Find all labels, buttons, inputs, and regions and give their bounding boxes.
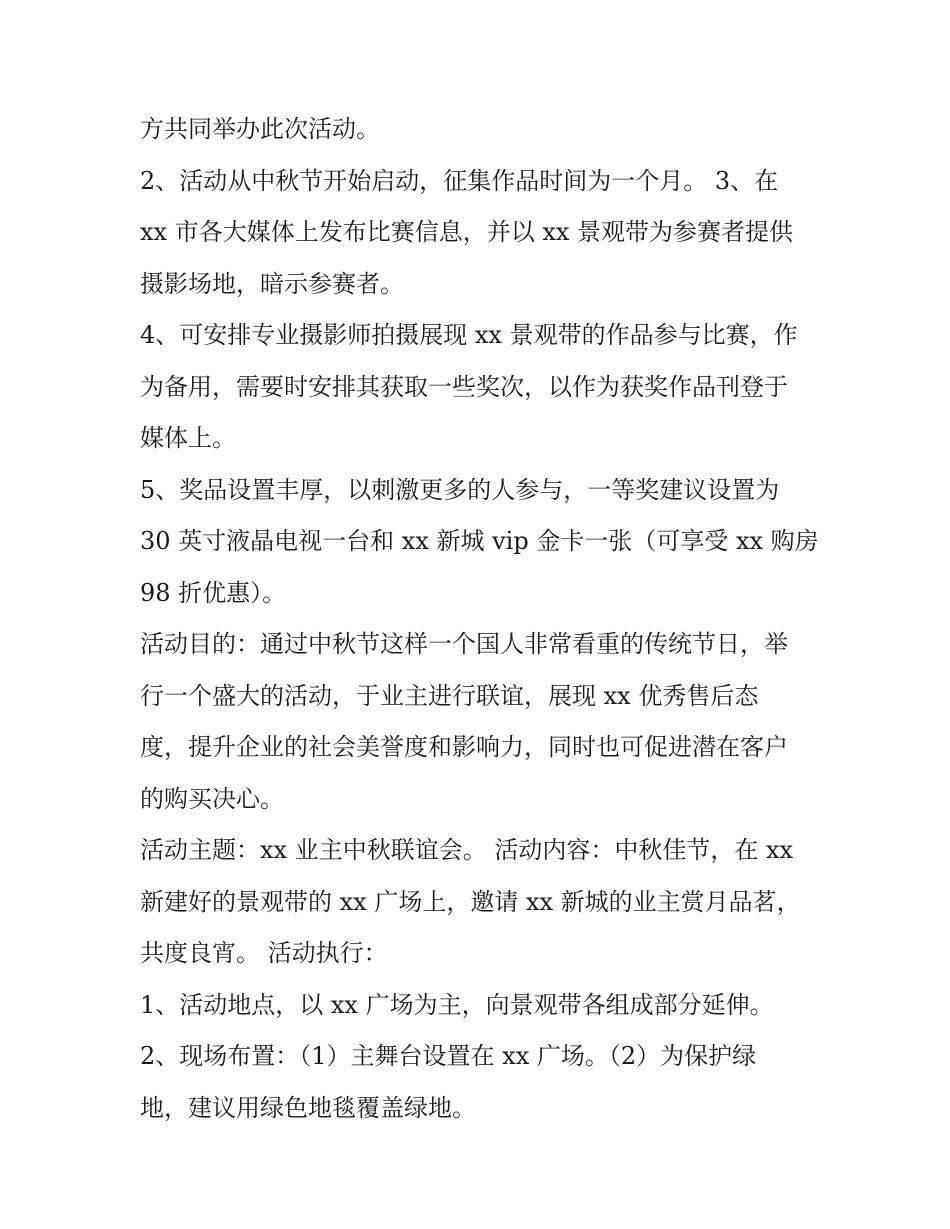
text-line: 2、活动从中秋节开始启动，征集作品时间为一个月。 3、在 xyxy=(140,166,779,195)
text-line: xx 市各大媒体上发布比赛信息，并以 xx 景观带为参赛者提供 xyxy=(140,218,794,246)
text-line: 2、现场布置：（1）主舞台设置在 xx 广场。（2）为保护绿 xyxy=(140,1042,757,1070)
text-line: 98 折优惠）。 xyxy=(140,578,287,607)
text-line: 活动主题：xx 业主中秋联谊会。 活动内容：中秋佳节，在 xx xyxy=(140,836,794,864)
text-line: 1、活动地点，以 xx 广场为主，向景观带各组成部分延伸。 xyxy=(140,990,774,1019)
text-line: 30 英寸液晶电视一台和 xx 新城 vip 金卡一张（可享受 xx 购房 xyxy=(140,527,819,555)
text-line: 为备用，需要时安排其获取一些奖次，以作为获奖作品刊登于 xyxy=(140,372,788,401)
text-line: 共度良宵。 活动执行： xyxy=(140,939,388,967)
text-line: 活动目的：通过中秋节这样一个国人非常看重的传统节日，举 xyxy=(140,630,788,658)
text-line: 行一个盛大的活动，于业主进行联谊，展现 xx 优秀售后态 xyxy=(140,681,759,710)
text-line: 地，建议用绿色地毯覆盖绿地。 xyxy=(140,1093,476,1122)
text-line: 摄影场地，暗示参赛者。 xyxy=(140,269,404,298)
text-line: 方共同举办此次活动。 xyxy=(140,115,380,143)
text-line: 的购买决心。 xyxy=(140,784,284,813)
text-line: 5、奖品设置丰厚，以刺激更多的人参与，一等奖建议设置为 xyxy=(140,475,780,504)
text-line: 度，提升企业的社会美誉度和影响力，同时也可促进潜在客户 xyxy=(140,733,788,761)
document-body xyxy=(140,104,830,1134)
text-line: 媒体上。 xyxy=(140,424,236,452)
text-line: 新建好的景观带的 xx 广场上，邀请 xx 新城的业主赏月品茗， xyxy=(140,887,801,916)
text-line: 4、可安排专业摄影师拍摄展现 xx 景观带的作品参与比赛，作 xyxy=(140,321,798,349)
